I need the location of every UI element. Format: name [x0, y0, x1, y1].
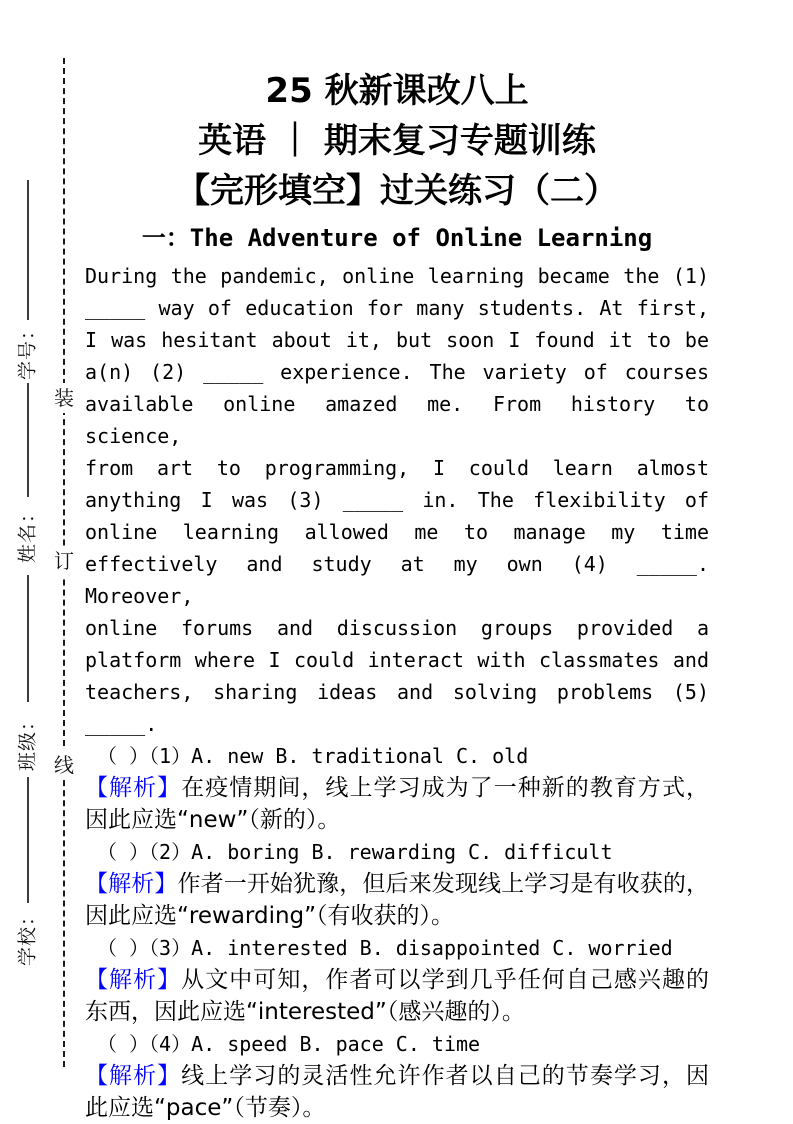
questions-section: [85, 740, 709, 1124]
analysis-text: 从文中可知，作者可以学到几乎任何自己感兴趣的: [181, 967, 710, 993]
passage-line: teachers, sharing ideas and solving problems (5): [85, 680, 709, 704]
question-1: [85, 740, 709, 836]
name-blank-line: [27, 383, 29, 497]
passage-line: from art to programming, I could learn almost: [85, 456, 709, 480]
analysis-line: 因此应选“rewarding”（有收获的）。: [85, 903, 455, 929]
analysis-line: [85, 964, 709, 996]
passage-line: _____ way of education for many students. At first,: [85, 296, 709, 320]
passage-line: effectively and study at my own (4) _____. Moreover,: [85, 552, 709, 608]
analysis-line: [85, 868, 709, 900]
question-4: [85, 1028, 709, 1124]
analysis-line: [85, 772, 709, 804]
analysis-label: 【解析】: [85, 775, 182, 801]
passage-line: platform where I could interact with classmates and: [85, 648, 709, 672]
school-label: 学校：: [16, 905, 39, 967]
analysis-text: 线上学习的灵活性允许作者以自己的节奏学习，因: [181, 1063, 710, 1089]
question-options-row: （ ）（2）A. boring B. rewarding C. difficult: [97, 840, 613, 864]
passage-line: anything I was (3) _____ in. The flexibility of: [85, 488, 709, 512]
passage-line: available online amazed me. From history to science,: [85, 392, 709, 448]
passage-line: During the pandemic, online learning became the (1): [85, 264, 709, 288]
class-label: 班级：: [16, 710, 39, 772]
class-blank-line: [27, 575, 29, 702]
analysis-line: 此应选“pace”（节奏）。: [85, 1095, 326, 1121]
page-title-line1: 25 秋新课改八上: [265, 71, 529, 111]
passage-line: online forums and discussion groups provided a: [85, 616, 709, 640]
school-blank-line: [27, 777, 29, 903]
name-label: 姓名：: [16, 502, 39, 564]
binding-char-xian: 线: [53, 750, 75, 780]
analysis-line: 因此应选“new”（新的）。: [85, 807, 341, 833]
analysis-label: 【解析】: [85, 1063, 182, 1089]
analysis-label: 【解析】: [85, 871, 178, 897]
student-id-label: 学号：: [16, 319, 39, 381]
question-options-row: （ ）（3）A. interested B. disappointed C. worried: [97, 936, 673, 960]
passage-line: _____.: [85, 712, 158, 736]
passage-line: I was hesitant about it, but soon I found it to be: [85, 328, 709, 352]
binding-char-ding: 订: [53, 546, 75, 576]
question-options-row: （ ）（4）A. speed B. pace C. time: [97, 1032, 481, 1056]
cloze-passage: [85, 260, 709, 740]
page-title-line2: 英语 ｜ 期末复习专题训练: [198, 121, 596, 161]
passage-heading: 一：The Adventure of Online Learning: [141, 224, 653, 252]
analysis-text: 在疫情期间，线上学习成为了一种新的教育方式，: [181, 775, 710, 801]
analysis-line: [85, 1060, 709, 1092]
analysis-text: 作者一开始犹豫，但后来发现线上学习是有收获的，: [177, 871, 710, 897]
question-options-row: （ ）（1）A. new B. traditional C. old: [97, 744, 529, 768]
page-title-line3: 【完形填空】过关练习（二）: [176, 171, 618, 211]
student-id-blank-line: [27, 180, 29, 320]
passage-line: a(n) (2) _____ experience. The variety of courses: [85, 360, 709, 384]
binding-char-zhuang: 装: [53, 383, 75, 413]
analysis-line: 东西，因此应选“interested”（感兴趣的）。: [85, 999, 525, 1025]
main-content: [85, 66, 709, 1124]
analysis-label: 【解析】: [85, 967, 182, 993]
question-2: [85, 836, 709, 932]
passage-line: online learning allowed me to manage my time: [85, 520, 709, 544]
question-3: [85, 932, 709, 1028]
